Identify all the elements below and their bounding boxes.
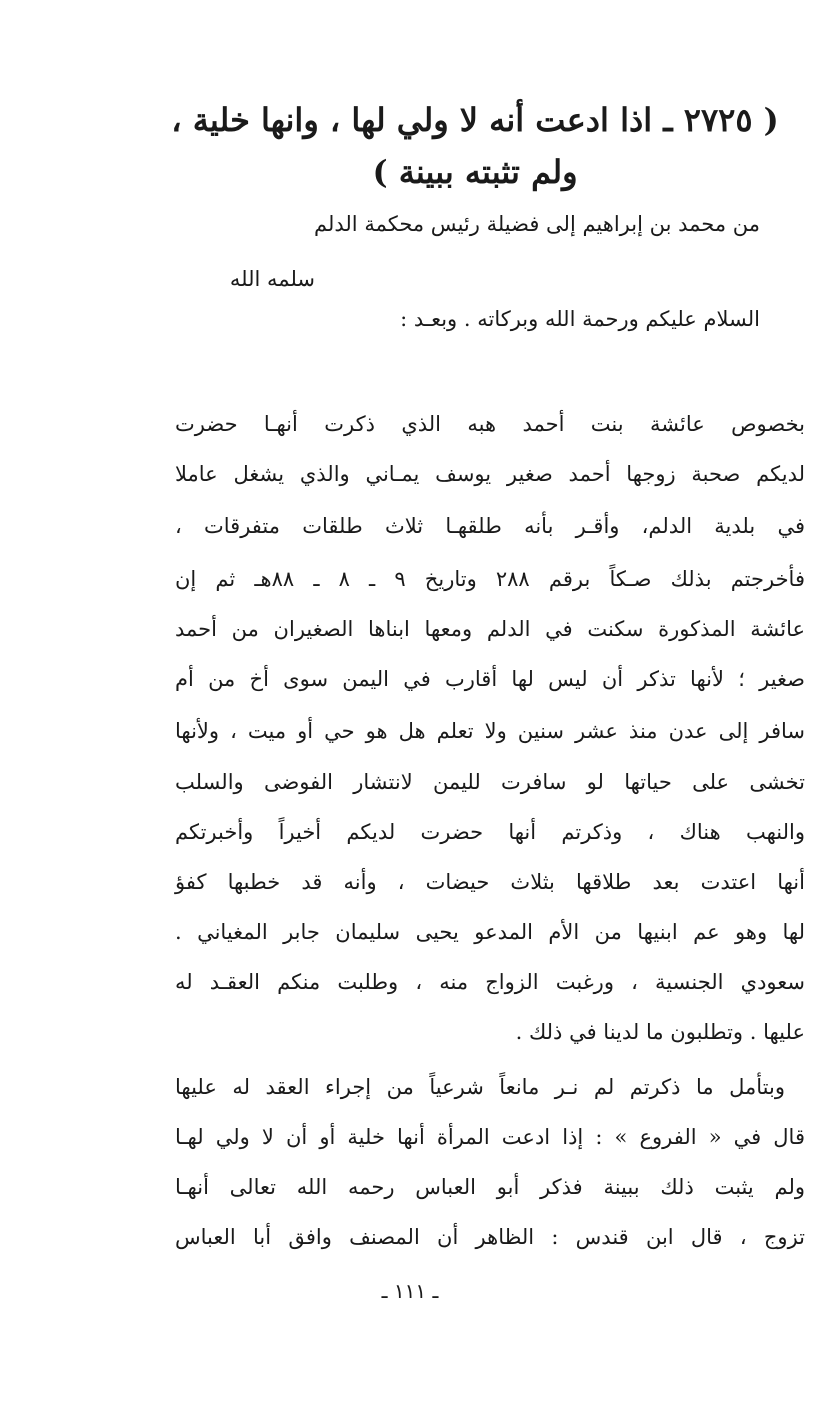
paragraph-1-line: أنها اعتدت بعد طلاقها بثلاث حيضات ، وأنه قد خطبها كفؤ [175,870,805,894]
paragraph-1-line: سافر إلى عدن منذ عشر سنين ولا تعلم هل هو حي أو ميت ، ولأنها [175,719,805,743]
paragraph-1-line: عليها . وتطلبون ما لدينا في ذلك . [515,1020,805,1044]
paragraph-2-line: وبتأمل ما ذكرتم لم نـر مانعاً شرعياً من إجراء العقد له عليها [175,1075,785,1099]
paragraph-1-line: بخصوص عائشة بنت أحمد هبه الذي ذكرت أنهـا حضرت [175,412,805,436]
paragraph-2-line: قال في « الفروع » : إذا ادعت المرأة أنها خلية أو أن لا ولي لهـا [175,1125,805,1149]
page-number: ـ ١١١ ـ [381,1279,439,1303]
greeting-line: السلام عليكم ورحمة الله وبركاته . وبعـد : [400,307,760,331]
sender-recipient-line: من محمد بن إبراهيم إلى فضيلة رئيس محكمة الدلم [314,212,760,236]
paragraph-1-line: فأخرجتم بذلك صـكاً برقم ٢٨٨ وتاريخ ٩ ـ ٨ ـ ٨٨هـ ثم إن [175,567,805,591]
paragraph-2-line: ولم يثبت ذلك ببينة فذكر أبو العباس رحمه الله تعالى أنهـا [175,1175,805,1199]
fatwa-title-line-2: ولم تثبته ببينة ) [372,153,578,191]
paragraph-1-line: سعودي الجنسية ، ورغبت الزواج منه ، وطلبت منكم العقـد له [175,970,805,994]
paragraph-1-line: في بلدية الدلم، وأقـر بأنه طلقهـا ثلاث طلقات متفرقات ، [175,514,805,538]
paragraph-2-line: تزوج ، قال ابن قندس : الظاهر أن المصنف وافق أبا العباس [175,1225,805,1249]
paragraph-1-line: والنهب هناك ، وذكرتم أنها حضرت لديكم أخيراً وأخبرتكم [175,820,805,844]
blessing-line: سلمه الله [229,267,315,291]
paragraph-1-line: عائشة المذكورة سكنت في الدلم ومعها ابناها الصغيران من أحمد [175,617,805,641]
fatwa-title-line-1: ( ٢٧٢٥ ـ اذا ادعت أنه لا ولي لها ، وانها خلية ، [171,101,779,139]
paragraph-1-line: تخشى على حياتها لو سافرت لليمن لانتشار الفوضى والسلب [175,770,805,794]
paragraph-1-line: لديكم صحبة زوجها أحمد صغير يوسف يمـاني والذي يشغل عاملا [175,462,805,486]
paragraph-1-line: صغير ؛ لأنها تذكر أن ليس لها أقارب في اليمن سوى أخ من أم [175,667,805,691]
paragraph-1-line: لها وهو عم ابنيها من الأم المدعو يحيى سليمان جابر المغياني . [175,920,805,944]
